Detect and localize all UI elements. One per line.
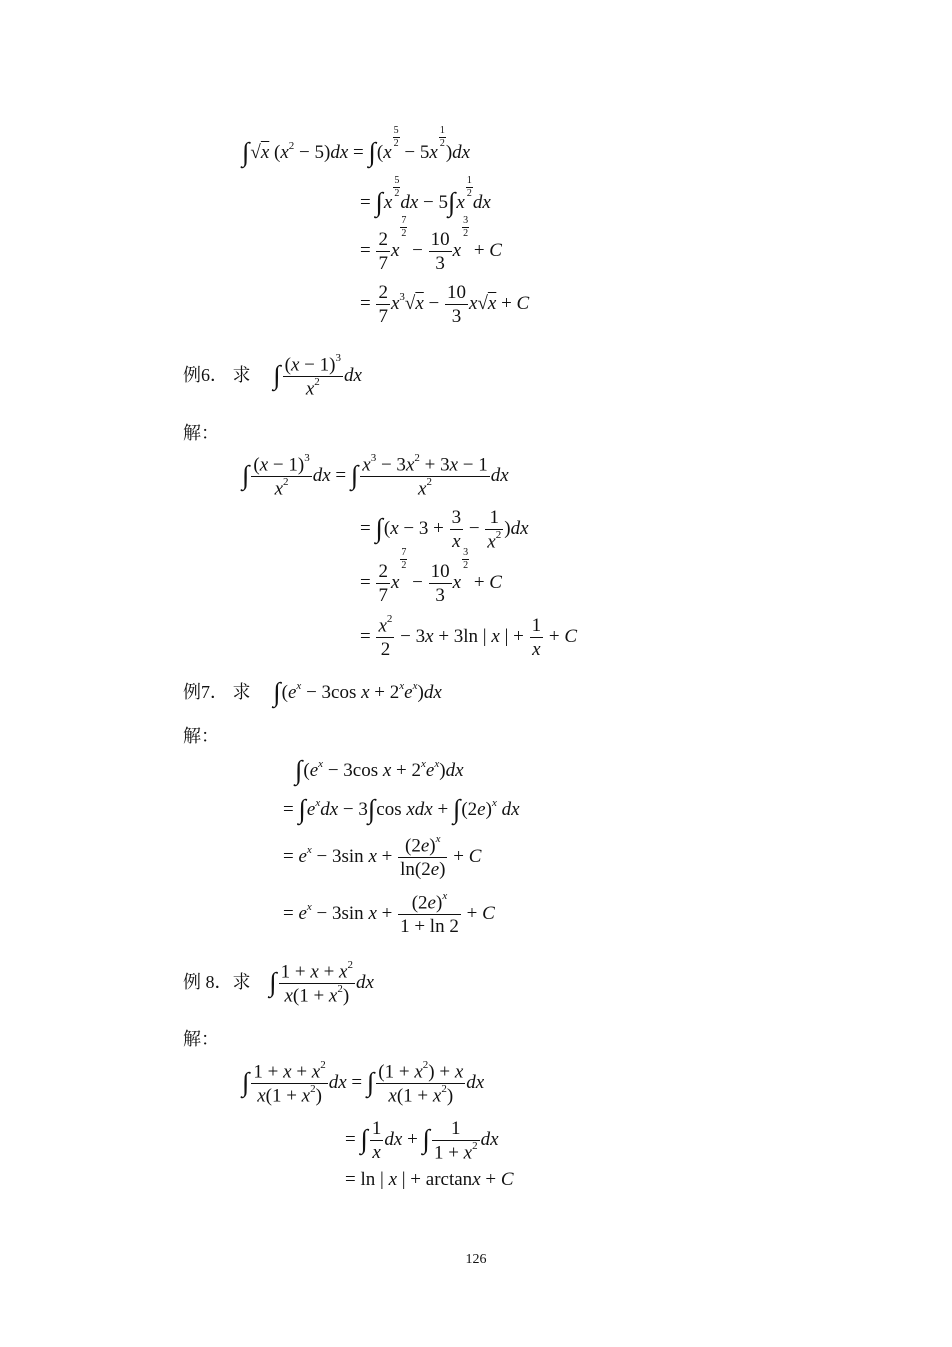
page-number: 126 (465, 1252, 487, 1267)
formula-line: = $\frac{x^2}{2}$ − 3x + 3ln | x | + $\frac{1}{x}$ + C (360, 613, 577, 661)
formula-line: ∫√x $(x^2 - 5)dx = \int(x$ $\frac{5}{2}$ − 5x $\frac{1}{2}$ )dx (242, 125, 471, 167)
example-label: 例 8．求 (183, 972, 251, 993)
formula-line: = $\frac{2}{7}$ x $\frac{7}{2}$ − $\frac{10}{3}$ x $\frac{3}{2}$ + C (360, 547, 502, 606)
formula-line: = $e^x - 3\sin$ x + $\frac{(2e)^x}{\ln(2e)}$ + C (283, 833, 482, 881)
solution-label: 解： (183, 423, 219, 443)
example-label: 例7． 求 (183, 681, 251, 702)
formula-line: = $\frac{2}{7}$ x $\frac{7}{2}$ − $\frac{10}{3}$ x $\frac{3}{2}$ + C (360, 215, 502, 274)
formula-line: = ∫(x − 3 + $\frac{3}{x}$ − $\frac{1}{x^2}$ )dx (360, 507, 529, 553)
example-label: 例6． 求 (183, 365, 251, 386)
example-heading: 例7． 求 $\int(e^x - 3\cos$ $x + 2^xe^x)dx$ (183, 677, 442, 707)
formula-line: = ∫x $\frac{5}{2}$ dx − 5∫x $\frac{1}{2}$ dx (360, 175, 491, 217)
formula-line: = $\frac{2}{7}$ $x^3√x$ − $\frac{10}{3}$ x√x + C (360, 282, 530, 327)
formula-line: ∫ $\frac{(x - 1)^3}{x^2}$ dx = ∫ $\frac{x^3 - 3x^2 + 3x - 1}{x^2}$ dx (242, 452, 509, 500)
example-heading: 例 8．求 ∫ $\frac{1 + x + x^2}{x(1 + x^2)}$ dx (183, 959, 374, 1007)
formula-line: = $\int e^xdx - 3\int\cos$ xdx + $\int(2e)^x$ dx (283, 794, 520, 824)
solution-label: 解： (183, 726, 219, 746)
formula-line: = $e^x - 3\sin$ x + $\frac{(2e)^x}{1 + \ln 2}$ + C (283, 890, 495, 938)
solution-label: 解： (183, 1029, 219, 1049)
formula-line: $\int(e^x - 3\cos$ $x + 2^xe^x)dx$ (295, 755, 464, 785)
formula-line: ∫ $\frac{1 + x + x^2}{x(1 + x^2)}$ dx = ∫ $\frac{(1 + x^2) + x}{x(1 + x^2)}$ dx (242, 1059, 485, 1107)
formula-line: = ln | x | + arctanx + C (345, 1169, 514, 1190)
example-heading: 例6． 求 ∫ $\frac{(x - 1)^3}{x^2}$ dx (183, 352, 362, 400)
formula-line: = ∫ $\frac{1}{x}$ dx + ∫ $\frac{1}{1 + x^2}$ dx (345, 1118, 499, 1164)
